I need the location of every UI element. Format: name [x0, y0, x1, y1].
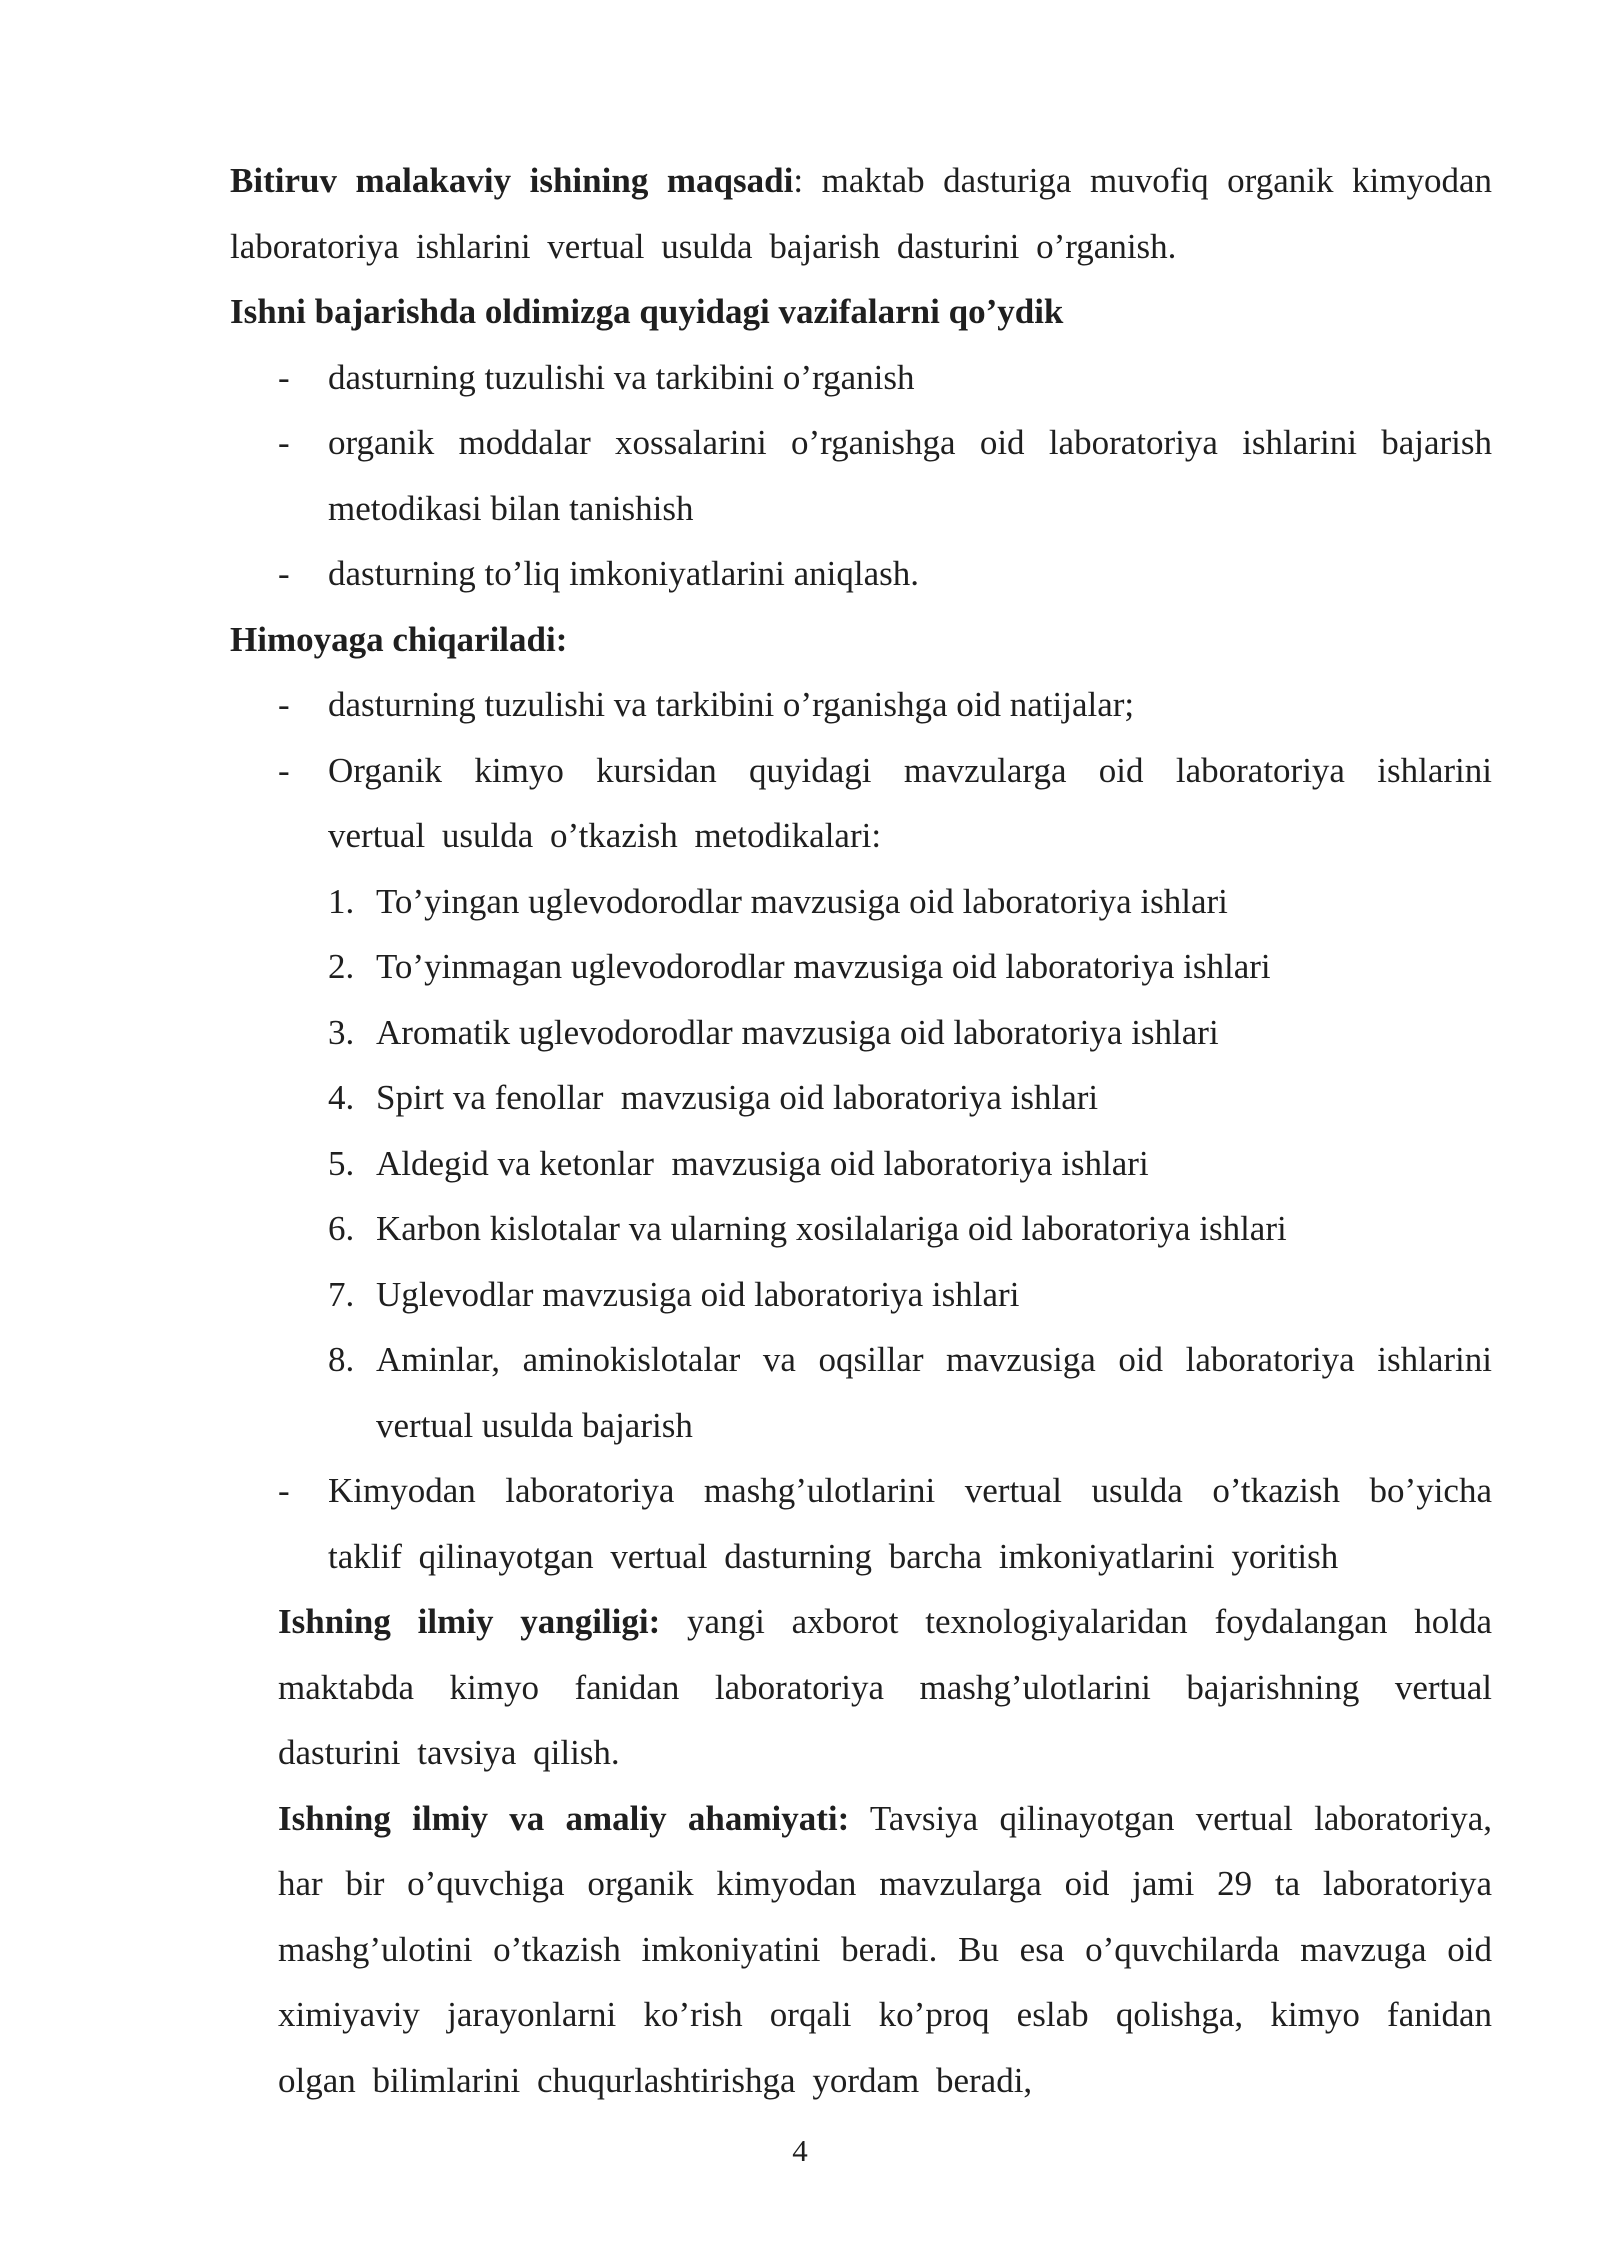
item-text: Uglevodlar mavzusiga oid laboratoriya ishlari: [376, 1274, 1020, 1314]
novelty-text: yangi axborot texnologiyalaridan foydalangan holda maktabda kimyo fanidan laboratoriya mashg’ulotlarini bajarishning vertual dasturini tavsiya qilish.: [278, 1602, 1492, 1772]
item-number: 3.: [328, 1012, 355, 1052]
novelty-paragraph: [230, 1589, 1492, 1786]
page-number: 4: [792, 2133, 808, 2168]
dash-bullet: -: [278, 750, 290, 790]
significance-label: Ishning ilmiy va amaliy ahamiyati:: [278, 1798, 850, 1838]
item-number: 1.: [328, 881, 355, 921]
item-text: Aromatik uglevodorodlar mavzusiga oid laboratoriya ishlari: [376, 1012, 1219, 1052]
numbered-item: [230, 934, 1492, 1000]
significance-paragraph: [230, 1786, 1492, 2114]
numbered-item: [230, 1000, 1492, 1066]
item-text: Spirt va fenollar mavzusiga oid laboratoriya ishlari: [376, 1078, 1099, 1117]
dash-bullet: -: [278, 685, 290, 724]
item-number: 8.: [328, 1340, 355, 1379]
task-item: [230, 541, 1492, 607]
item-number: 5.: [328, 1143, 355, 1183]
item-text: To’yingan uglevodorodlar mavzusiga oid laboratoriya ishlari: [376, 881, 1228, 921]
item-text: To’yinmagan uglevodorodlar mavzusiga oid laboratoriya ishlari: [376, 947, 1271, 986]
dash-bullet: -: [278, 357, 290, 397]
item-text: Aldegid va ketonlar mavzusiga oid laboratoriya ishlari: [376, 1143, 1149, 1183]
significance-text: Tavsiya qilinayotgan vertual laboratoriya, har bir o’quvchiga organik kimyodan mavzularga oid jami 29 ta laboratoriya mashg’ulotini o’tkazish imkoniyatini beradi. Bu esa o’quvchilarda mavzuga oid ximiyaviy jarayonlarni ko’rish orqali ko’proq eslab qolishga, kimyo fanidan olgan bilimlarini chuqurlashtirishga yordam beradi,: [278, 1798, 1492, 2100]
dash-bullet: -: [278, 1471, 290, 1510]
item-number: 7.: [328, 1274, 355, 1314]
item-number: 6.: [328, 1209, 355, 1248]
numbered-item: [230, 869, 1492, 935]
task-text: organik moddalar xossalarini o’rganishga oid laboratoriya ishlarini bajarish metodikasi bilan tanishish: [328, 423, 1492, 528]
goal-colon: :: [793, 161, 804, 200]
dash-bullet: -: [278, 554, 290, 593]
novelty-label: Ishning ilmiy yangiligi:: [278, 1602, 661, 1641]
task-text: dasturning to’liq imkoniyatlarini aniqlash.: [328, 554, 920, 593]
item-number: 4.: [328, 1078, 355, 1117]
task-text: dasturning tuzulishi va tarkibini o’rganish: [328, 357, 915, 397]
item-number: 2.: [328, 947, 355, 986]
defense-text: Organik kimyo kursidan quyidagi mavzularga oid laboratoriya ishlarini vertual usulda o’tkazish metodikalari:: [328, 750, 1492, 855]
numbered-item: [230, 1131, 1492, 1197]
item-text: Aminlar, aminokislotalar va oqsillar mavzusiga oid laboratoriya ishlarini vertual usulda bajarish: [376, 1340, 1492, 1445]
numbered-item: [230, 1327, 1492, 1458]
item-text: Karbon kislotalar va ularning xosilalariga oid laboratoriya ishlari: [376, 1209, 1287, 1248]
dash-bullet: -: [278, 423, 290, 462]
goal-paragraph: [230, 148, 1492, 279]
defense-text: Kimyodan laboratoriya mashg’ulotlarini vertual usulda o’tkazish bo’yicha taklif qilinayotgan vertual dasturning barcha imkoniyatlarini yoritish: [328, 1471, 1492, 1576]
defense-item: [230, 672, 1492, 738]
task-item: [230, 410, 1492, 541]
numbered-item: [230, 1262, 1492, 1328]
tasks-heading: Ishni bajarishda oldimizga quyidagi vazifalarni qo’ydik: [230, 292, 1064, 331]
numbered-item: [230, 1065, 1492, 1131]
defense-item: [230, 1458, 1492, 1589]
goal-text: maktab dasturiga muvofiq organik kimyodan laboratoriya ishlarini vertual usulda bajarish dasturini o’rganish.: [230, 161, 1492, 266]
page-content: [230, 148, 1492, 2113]
task-item: [230, 345, 1492, 411]
numbered-item: [230, 1196, 1492, 1262]
goal-label: Bitiruv malakaviy ishining maqsadi: [230, 161, 794, 200]
defense-heading: Himoyaga chiqariladi:: [230, 619, 568, 659]
defense-item: [230, 738, 1492, 869]
defense-text: dasturning tuzulishi va tarkibini o’rganishga oid natijalar;: [328, 685, 1135, 724]
